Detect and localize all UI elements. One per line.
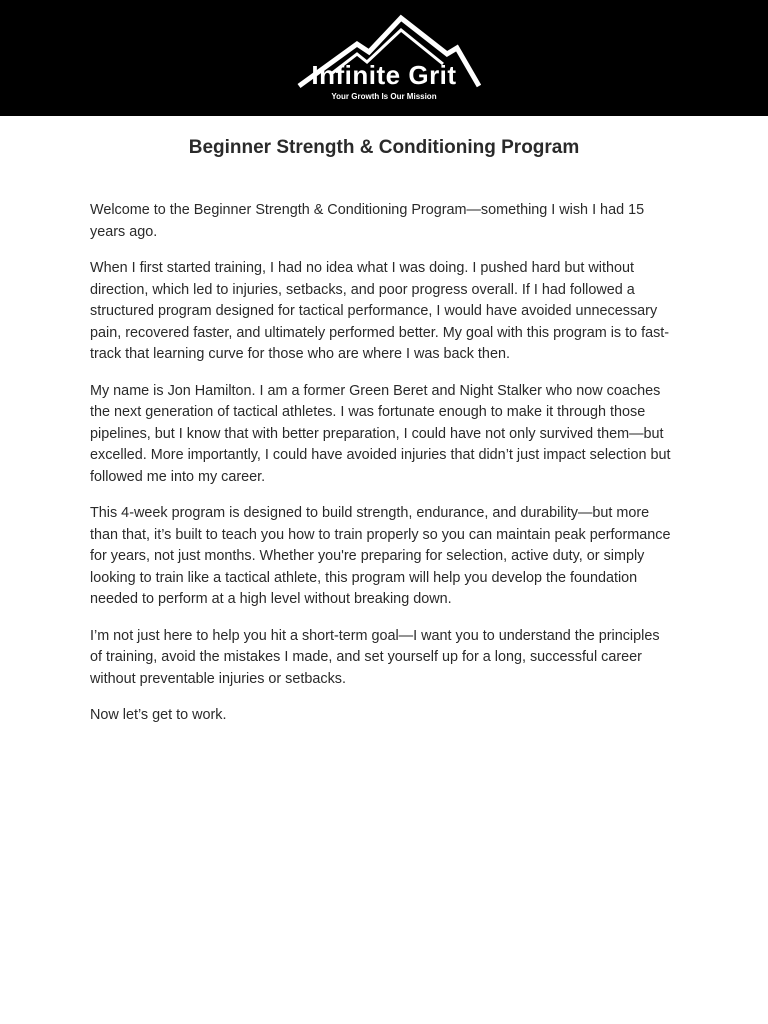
brand-logo (0, 0, 768, 116)
paragraph-about-author: My name is Jon Hamilton. I am a former Green Beret and Night Stalker who now coaches the next generation of tactical athletes. I was fortunate enough to make it through those pipelines, but I know that with better preparation, I could have not only survived them—but excelled. More importantly, I could have avoided injuries that didn’t just impact selection but followed me into my career. (90, 382, 671, 485)
paragraph-closing: Now let’s get to work. (90, 707, 227, 723)
paragraph-first-training: When I first started training, I had no idea what I was doing. I pushed hard but without direction, which led to injuries, setbacks, and poor progress overall. If I had followed a structured program designed for tactical performance, I would have avoided unnecessary pain, recovered faster, and ultimately performed better. My goal with this program is to fast-track that learning curve for those who are where I was back then. (90, 260, 670, 362)
document-title: Beginner Strength & Conditioning Program (188, 137, 580, 158)
paragraph-goals: I’m not just here to help you hit a short-term goal—I want you to understand the principles of training, avoid the mistakes I made, and set yourself up for a long, successful career without preventable injuries or setbacks. (90, 627, 660, 687)
paragraph-program-overview: This 4-week program is designed to build strength, endurance, and durability—but more than that, it’s built to teach you how to train properly so you can maintain peak performance for years, not just months. Whether you're preparing for selection, active duty, or simply looking to train like a tactical athlete, this program will help you develop the foundation needed to perform at a high level without breaking down. (90, 505, 671, 607)
paragraph-welcome: Welcome to the Beginner Strength & Conditioning Program—something I wish I had 15 years ago. (90, 202, 645, 240)
header-bar (0, 0, 768, 116)
brand-tagline: Your Growth Is Our Mission (331, 92, 437, 101)
brand-name: Infinite Grit (311, 60, 457, 90)
document-body (90, 200, 675, 742)
